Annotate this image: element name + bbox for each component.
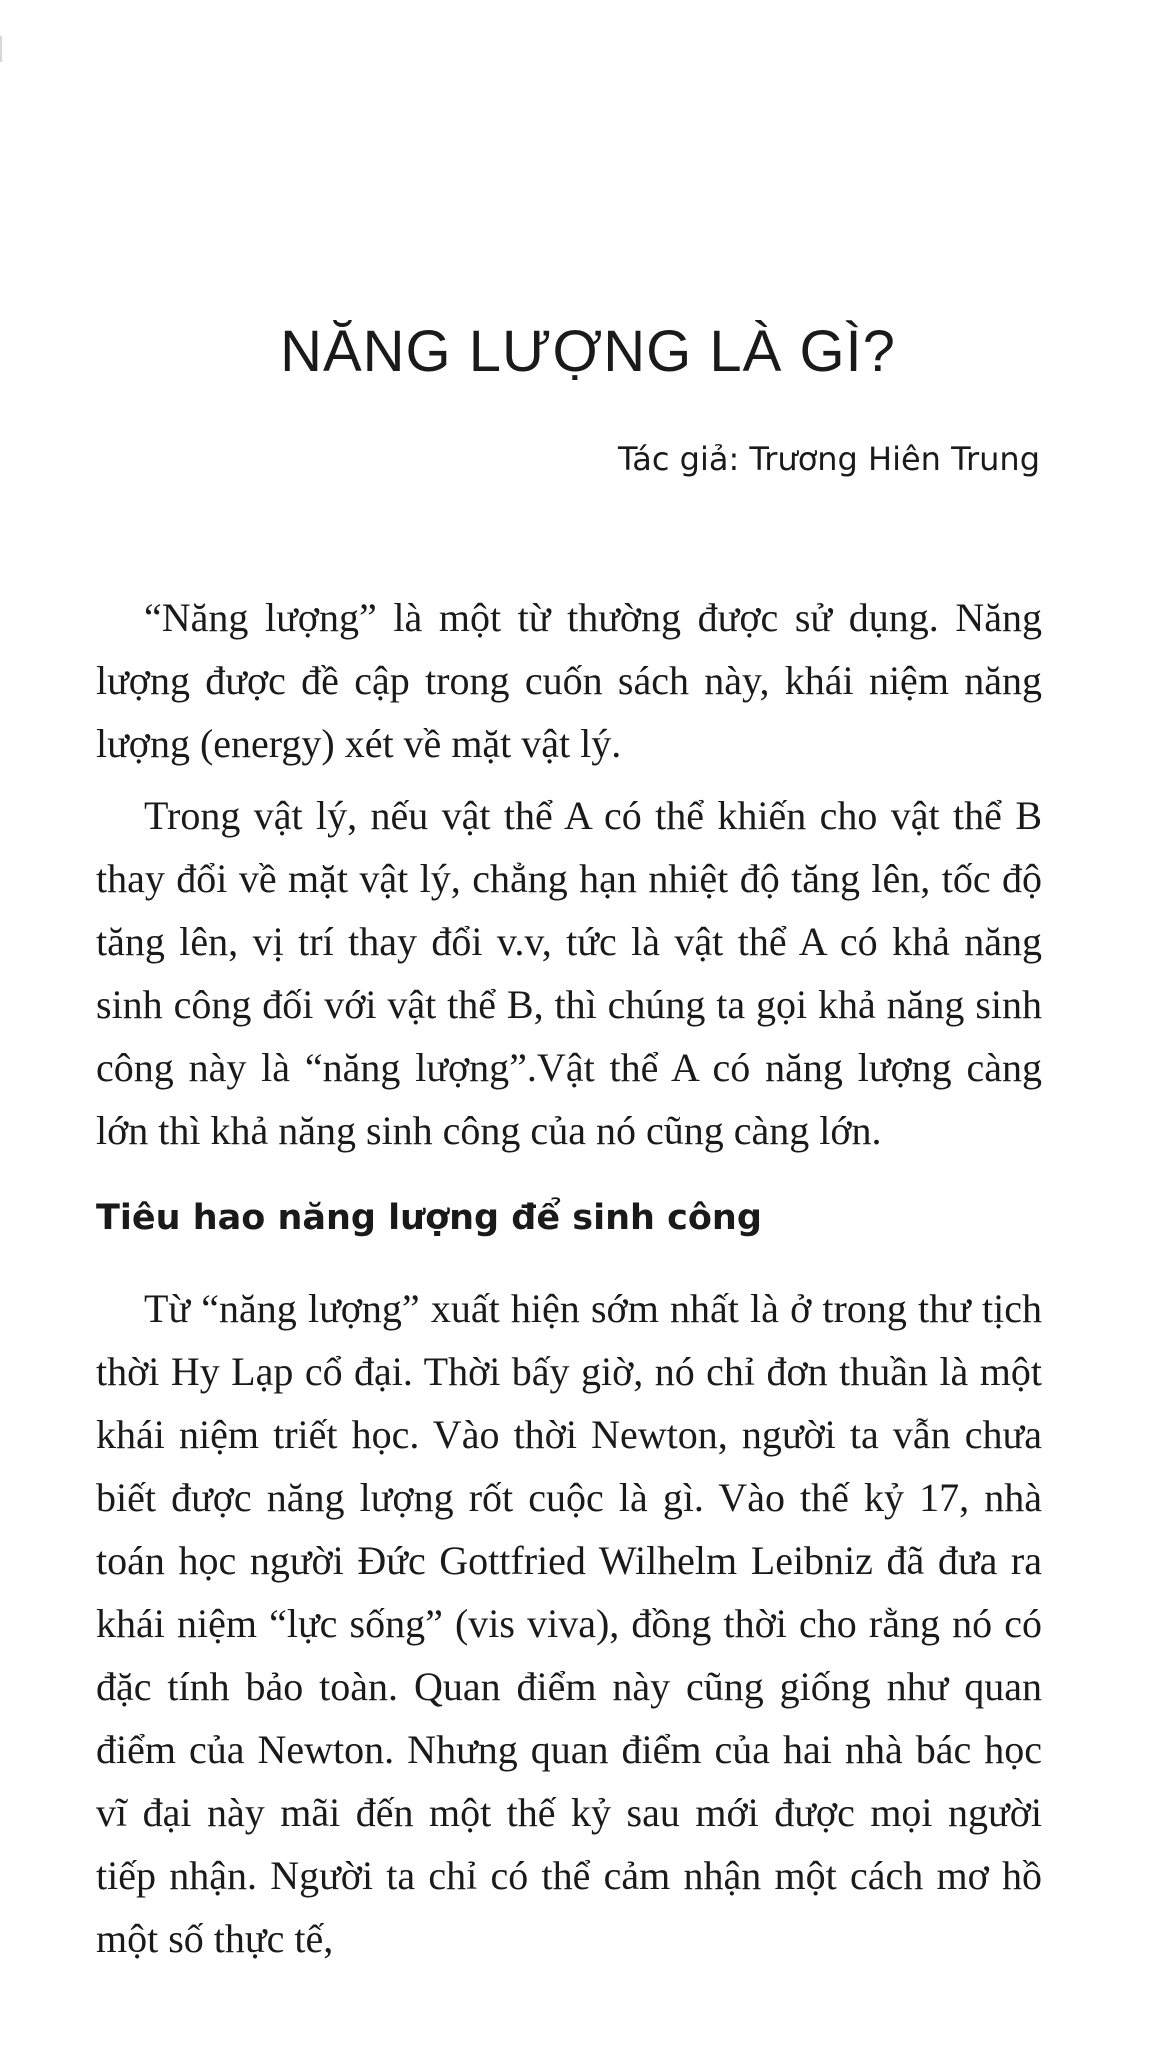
body-paragraph-1: “Năng lượng” là một từ thường được sử dụng. Năng lượng được đề cập trong cuốn sách này, khái niệm năng lượng (energy) xét về mặt vật lý. [96, 595, 1042, 766]
section-paragraph: Từ “năng lượng” xuất hiện sớm nhất là ở trong thư tịch thời Hy Lạp cổ đại. Thời bấy giờ, nó chỉ đơn thuần là một khái niệm triết học. Vào thời Newton, người ta vẫn chưa biết được năng lượng rốt cuộc là gì. Vào thế kỷ 17, nhà toán học người Đức Gottfried Wilhelm Leibniz đã đưa ra khái niệm “lực sống” (vis viva), đồng thời cho rằng nó có đặc tính bảo toàn. Quan điểm này cũng giống như quan điểm của Newton. Nhưng quan điểm của hai nhà bác học vĩ đại này mãi đến một thế kỷ sau mới được mọi người tiếp nhận. Người ta chỉ có thể cảm nhận một cách mơ hồ một số thực tế, [96, 1286, 1042, 1961]
page-edge-mark [0, 36, 2, 62]
body-paragraph-2: Trong vật lý, nếu vật thể A có thể khiến cho vật thể B thay đổi về mặt vật lý, chẳng hạn nhiệt độ tăng lên, tốc độ tăng lên, vị trí thay đổi v.v, tức là vật thể A có khả năng sinh công đối với vật thể B, thì chúng ta gọi khả năng sinh công này là “năng lượng”.Vật thể A có năng lượng càng lớn thì khả năng sinh công của nó cũng càng lớn. [96, 793, 1042, 1153]
chapter-title: NĂNG LƯỢNG LÀ GÌ? [280, 319, 896, 384]
author-line: Tác giả: Trương Hiên Trung [618, 440, 1040, 478]
section-heading: Tiêu hao năng lượng để sinh công [96, 1198, 762, 1238]
